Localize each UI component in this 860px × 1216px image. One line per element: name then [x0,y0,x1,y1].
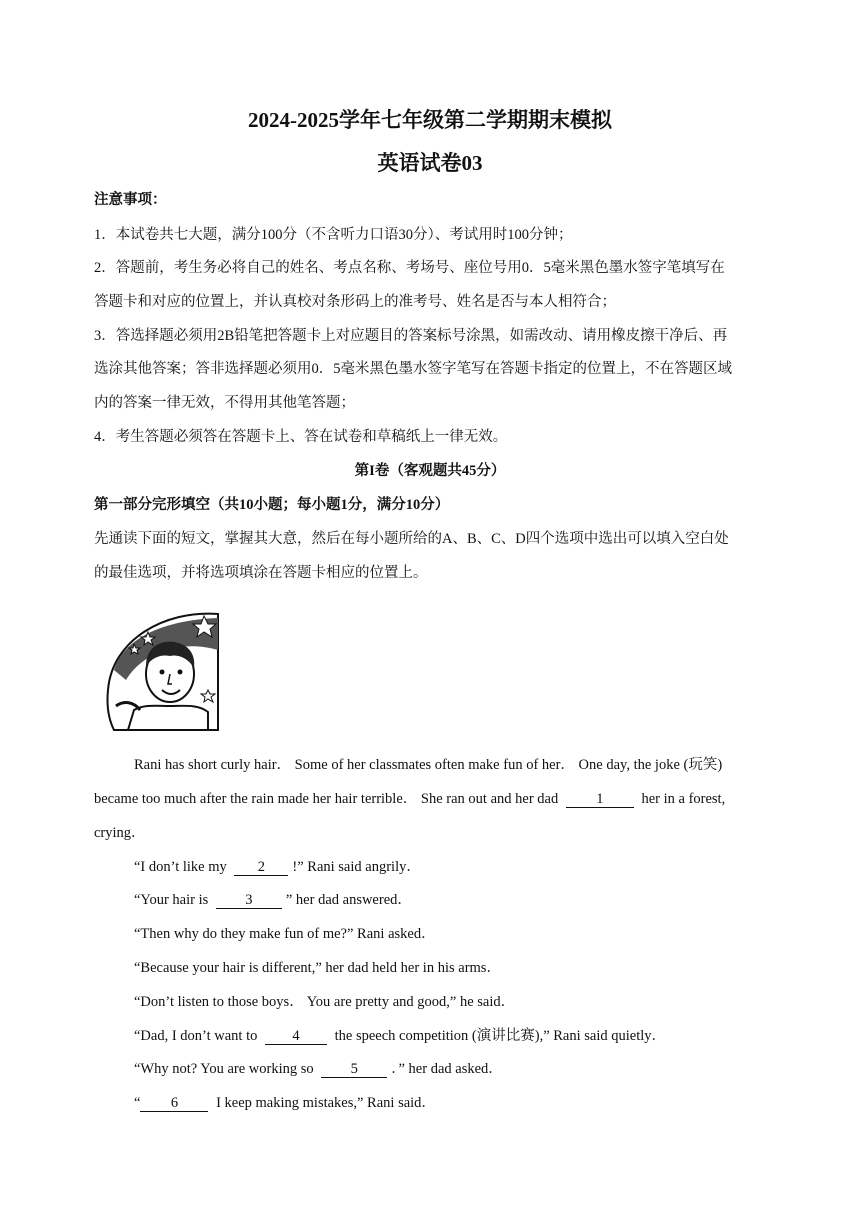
notice-item: 4．考生答题必须答在答题卡上、答在试卷和草稿纸上一律无效。 [94,429,508,445]
passage-text: “Why not? You are working so [134,1061,314,1077]
passage-text: “I don’t like my [134,859,227,875]
passage-text: ” her dad answered． [285,892,412,908]
blank-6: 6 [140,1095,208,1112]
passage-text: her in a forest, [641,791,726,807]
passage-line: “Then why do they make fun of me?” Rani asked． [134,926,436,942]
notice-item: 3．答选择题必须用2B铅笔把答题卡上对应题目的答案标号涂黑，如需改动、请用橡皮擦干净后、再 [94,328,728,344]
instructions-line: 先通读下面的短文，掌握其大意，然后在每小题所给的A、B、C、D四个选项中选出可以填入空白处 [94,531,729,547]
passage-line [134,1059,768,1079]
notice-item: 2．答题前，考生务必将自己的姓名、考点名称、考场号、座位号用0．5毫米黑色墨水签字笔填写在 [94,260,725,276]
passage-text: the speech competition (演讲比赛),” Rani said quietly． [334,1028,667,1044]
notice-item: 答题卡和对应的位置上，并认真校对条形码上的准考号、姓名是否与本人相符合； [94,294,616,310]
passage-line: Rani has short curly hair． Some of her classmates often make fun of her． One day, the joke (玩笑) [134,757,723,773]
notice-item: 选涂其他答案；答非选择题必须用0．5毫米黑色墨水签字笔写在答题卡指定的位置上，不在答题区域 [94,361,732,377]
passage-text: I keep making mistakes,” Rani said． [216,1095,436,1111]
passage-text: “ [134,1095,141,1111]
passage-line [94,789,768,809]
notice-heading: 注意事项： [94,192,167,208]
part-title: 第一部分完形填空（共10小题；每小题1分，满分10分） [94,497,450,513]
notice-item: 内的答案一律无效，不得用其他笔答题； [94,395,355,411]
passage-line [134,890,768,910]
blank-2: 2 [234,859,288,876]
passage-line: “Don’t listen to those boys． You are pretty and good,” he said． [134,994,516,1010]
passage-line [134,857,768,877]
passage-text: !” Rani said angrily． [292,859,421,875]
section-title: 第I卷（客观题共45分） [354,463,506,479]
passage-text: became too much after the rain made her hair terrible． She ran out and her dad [94,791,559,807]
passage-text: ．” her dad asked． [391,1061,503,1077]
boy-portrait-illustration [104,610,222,732]
blank-3: 3 [216,892,282,909]
passage-text: “Dad, I don’t want to [134,1028,258,1044]
passage-text: “Your hair is [134,892,209,908]
blank-5: 5 [321,1061,387,1078]
notice-item: 1．本试卷共七大题，满分100分（不含听力口语30分）、考试用时100分钟； [94,227,573,243]
exam-title: 2024-2025学年七年级第二学期期末模拟 [248,108,612,132]
passage-line: crying． [94,825,146,841]
exam-subtitle: 英语试卷03 [377,151,483,175]
blank-4: 4 [265,1028,327,1045]
instructions-line: 的最佳选项，并将选项填涂在答题卡相应的位置上。 [94,565,428,581]
passage-line: “Because your hair is different,” her dad held her in his arms． [134,960,501,976]
blank-1: 1 [566,791,634,808]
passage-line [134,1093,768,1113]
passage-line [134,1026,768,1046]
